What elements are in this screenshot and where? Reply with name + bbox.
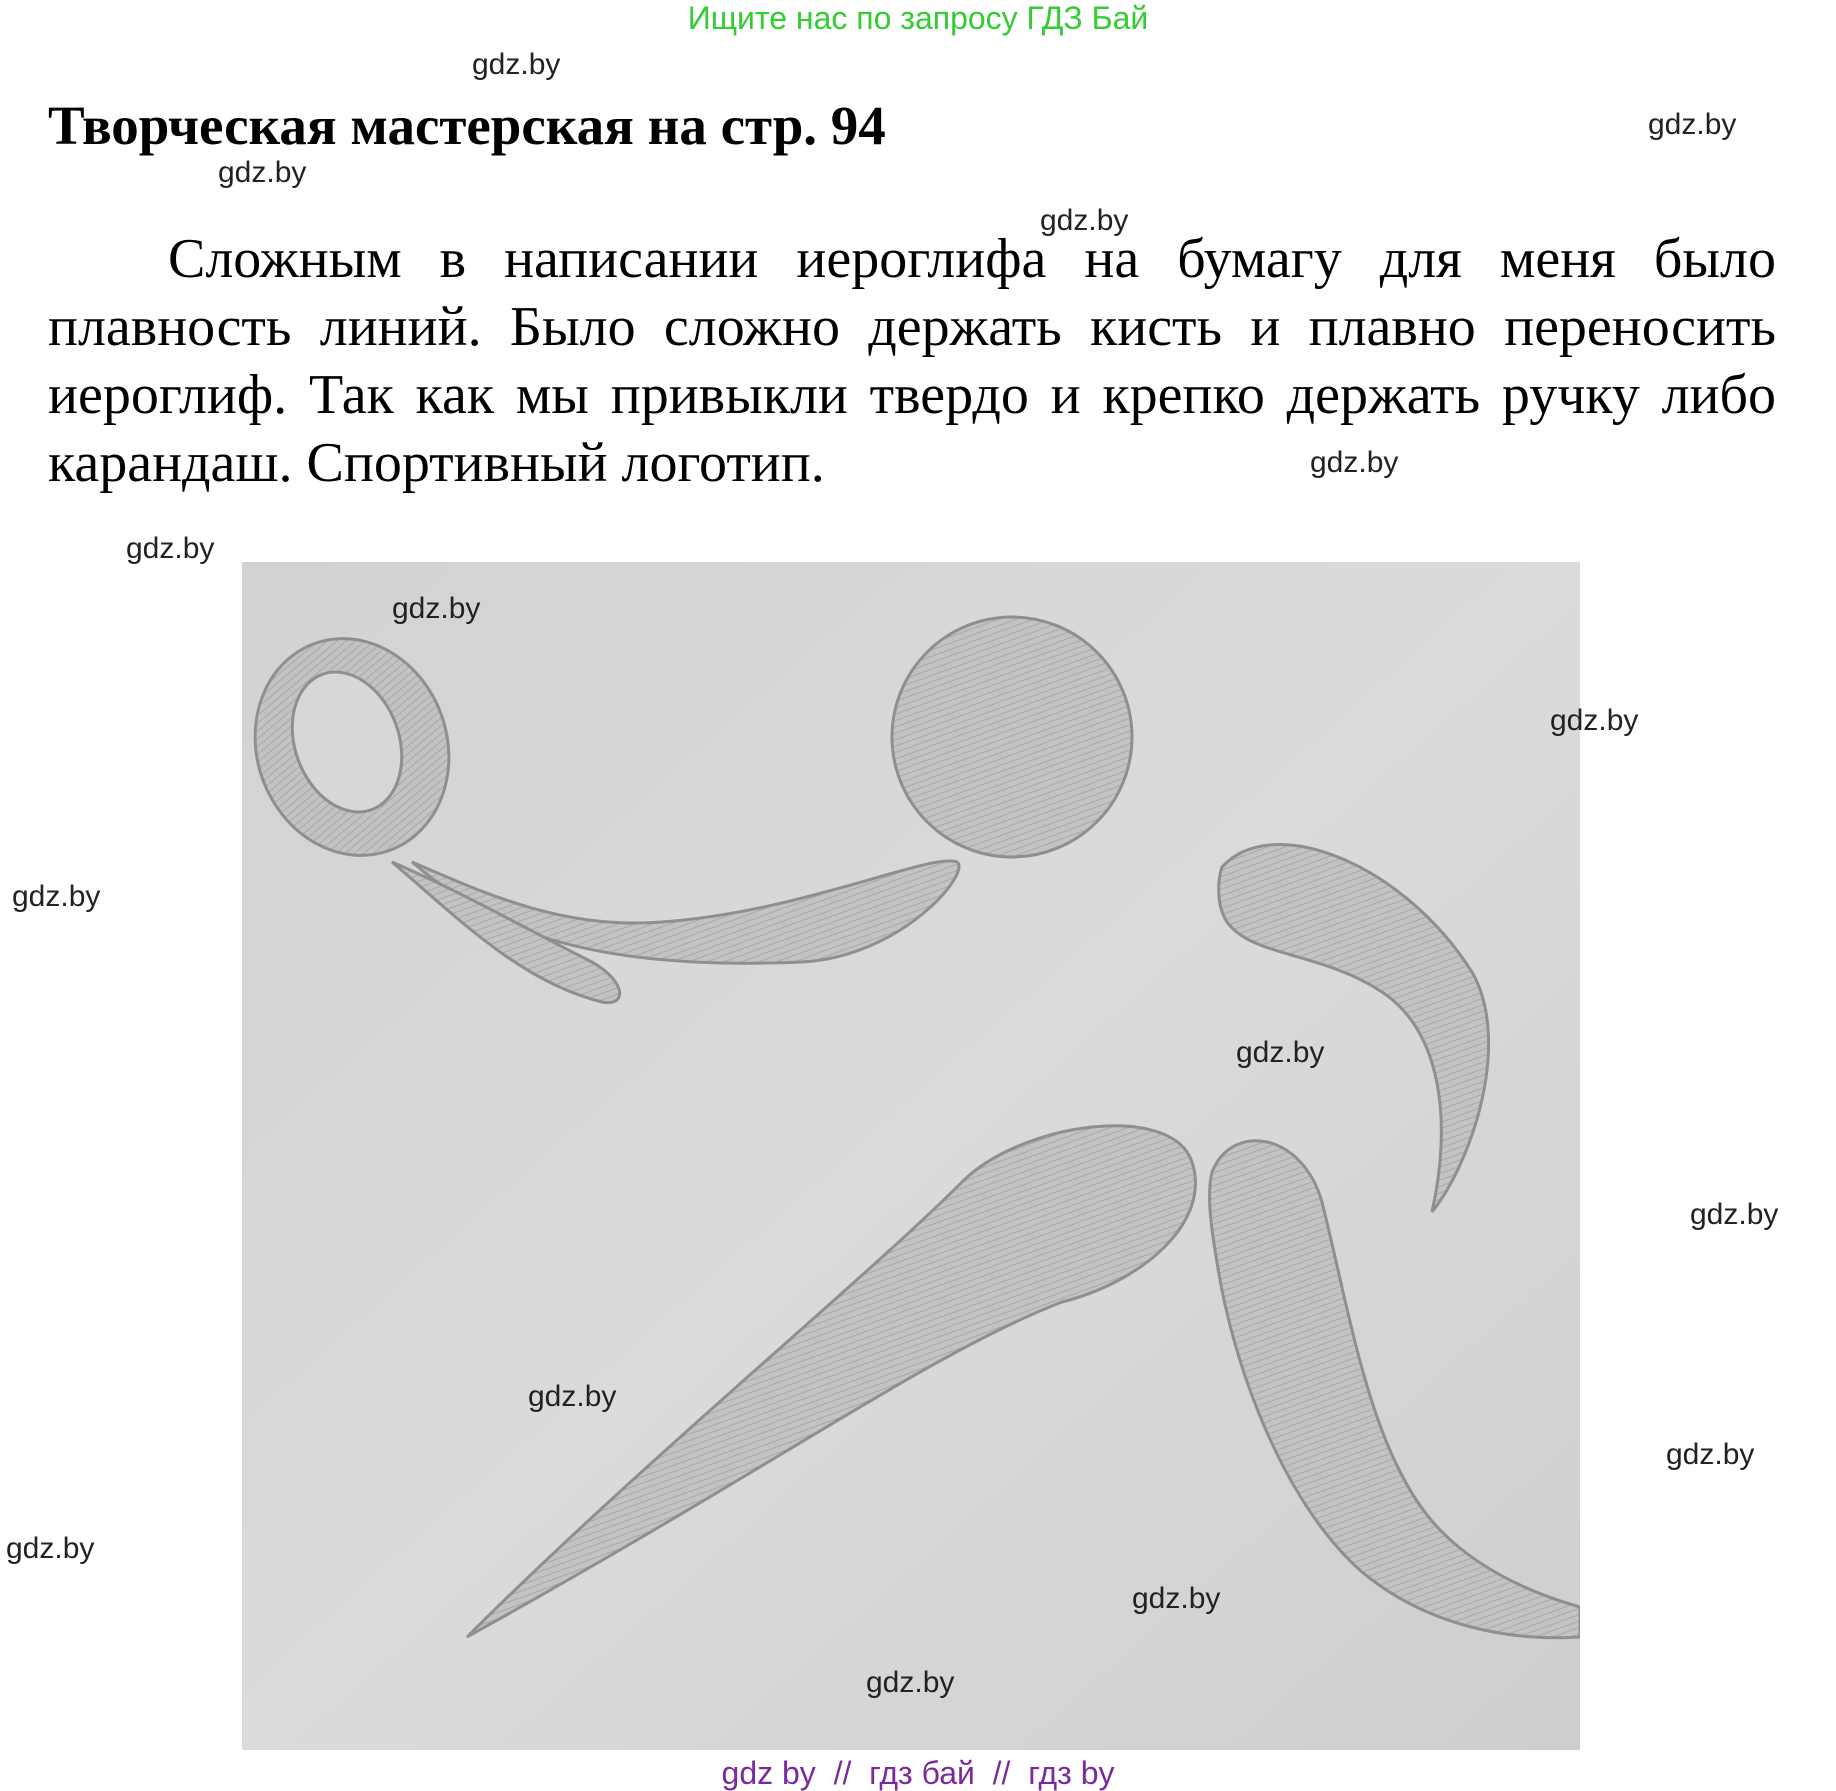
- top-banner: Ищите нас по запросу ГДЗ Бай: [687, 0, 1149, 36]
- watermark: gdz.by: [6, 1532, 95, 1565]
- watermark: gdz.by: [1690, 1198, 1779, 1231]
- watermark: gdz.by: [1040, 204, 1129, 237]
- watermark: gdz.by: [1666, 1438, 1755, 1471]
- watermark: gdz.by: [472, 48, 561, 81]
- watermark: gdz.by: [126, 532, 215, 565]
- answer-paragraph: Сложным в написании иероглифа на бумагу для меня было плавность линий. Было сложно держать кисть и плавно переносить иероглиф. Так как мы привыкли твердо и крепко держать ручку либо карандаш. Спортивный логотип.: [48, 228, 1776, 494]
- footer-links: gdz by // гдз бай // гдз by: [721, 1755, 1115, 1791]
- watermark: gdz.by: [1132, 1582, 1221, 1615]
- watermark: gdz.by: [218, 156, 307, 189]
- sports-logo-drawing: [242, 562, 1580, 1750]
- page-title: Творческая мастерская на стр. 94: [48, 95, 886, 156]
- watermark: gdz.by: [866, 1666, 955, 1699]
- watermark: gdz.by: [1550, 704, 1639, 737]
- watermark: gdz.by: [528, 1380, 617, 1413]
- watermark: gdz.by: [1310, 446, 1399, 479]
- watermark: gdz.by: [12, 880, 101, 913]
- watermark: gdz.by: [392, 592, 481, 625]
- ball-circle: [892, 617, 1132, 857]
- watermark: gdz.by: [1236, 1036, 1325, 1069]
- watermark: gdz.by: [1648, 108, 1737, 141]
